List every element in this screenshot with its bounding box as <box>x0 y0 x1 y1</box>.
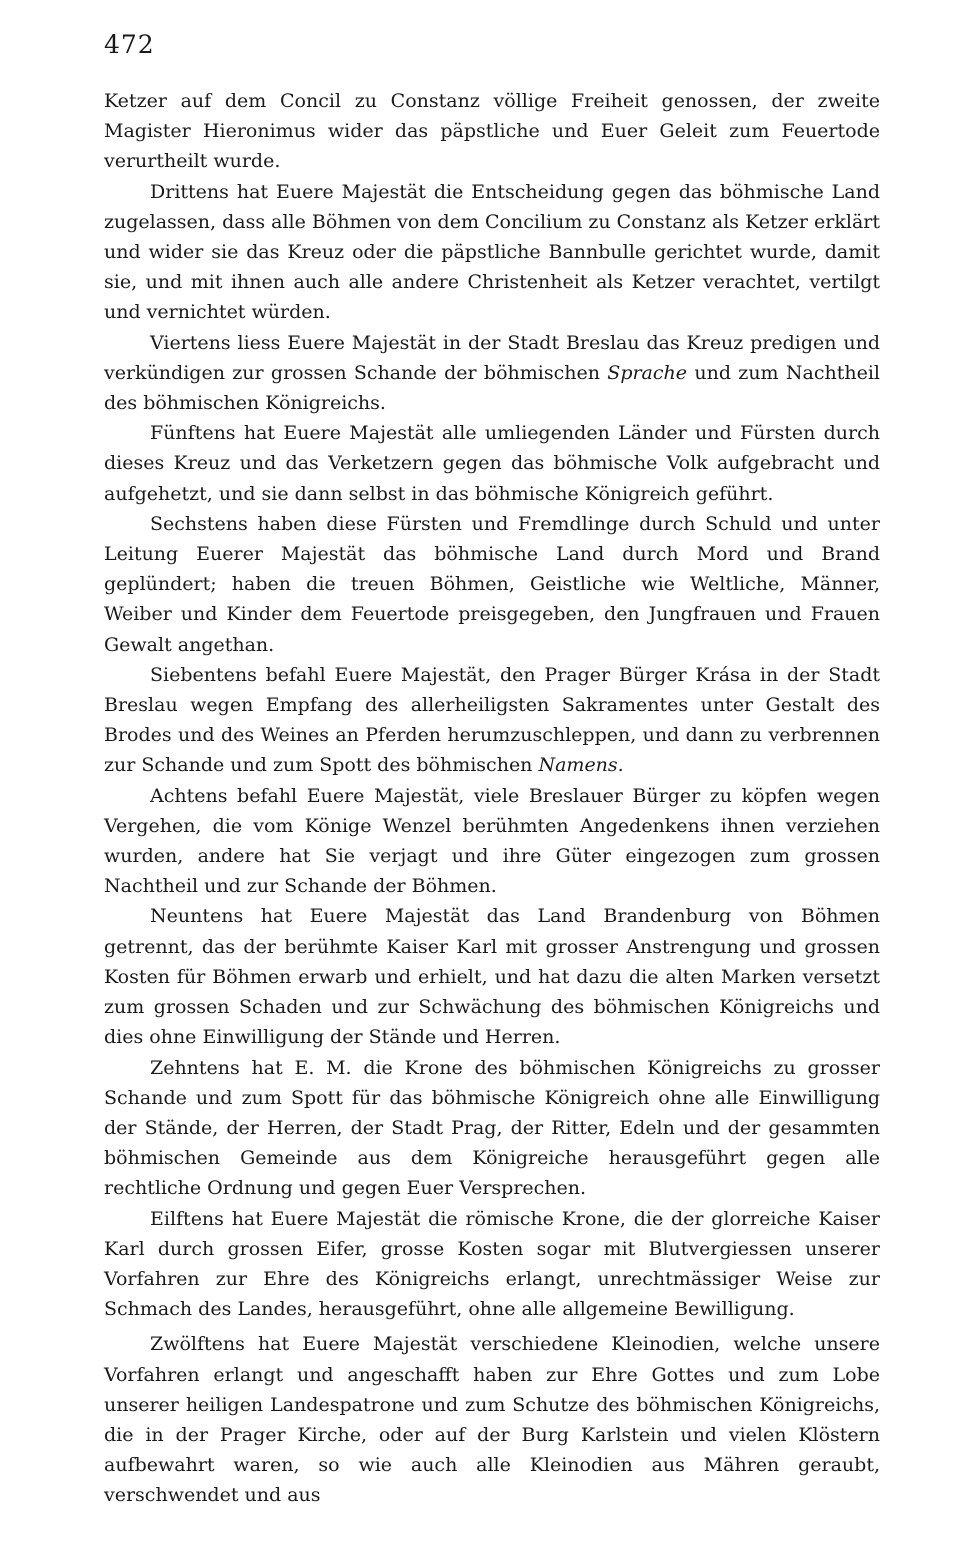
paragraph-siebentens <box>104 660 880 781</box>
emphasized-word: Namens. <box>538 754 624 777</box>
paragraph-viertens <box>104 328 880 419</box>
emphasized-word: Sprache <box>607 361 688 384</box>
paragraph-drittens: Drittens hat Euere Majestät die Entscheidung gegen das böhmische Land zugelassen, dass alle Böhmen von dem Concilium zu Constanz als Ketzer erklärt und wider sie das Kreuz oder die päpstliche Bannbulle gerichtet wurde, damit sie, und mit ihnen auch alle andere Christenheit als Ketzer verachtet, vertilgt und vernichtet würden. <box>104 180 880 324</box>
paragraph-achtens: Achtens befahl Euere Majestät, viele Breslauer Bürger zu köpfen wegen Vergehen, die vom Könige Wenzel berühmten Angedenkens ihnen verziehen wurden, andere hat Sie verjagt und ihre Güter eingezogen zum grossen Nachtheil und zur Schande der Böhmen. <box>104 784 880 898</box>
body-text <box>104 86 880 1511</box>
paragraph-eilftens: Eilftens hat Euere Majestät die römische Krone, die der glorreiche Kaiser Karl durch grossen Eifer, grosse Kosten sogar mit Blutvergiessen unserer Vorfahren zur Ehre des Königreichs erlangt, unrechtmässiger Weise zur Schmach des Landes, herausgeführt, ohne alle allgemeine Bewilligung. <box>104 1207 880 1321</box>
paragraph-text: und zum Nachtheil des böhmischen Königreichs. <box>104 361 880 415</box>
paragraph-zehntens: Zehntens hat E. M. die Krone des böhmischen Königreichs zu grosser Schande und zum Spott für das böhmische Königreich ohne alle Einwilligung der Stände, der Herren, der Stadt Prag, der Ritter, Edeln und der gesammten böhmischen Gemeinde aus dem Königreiche herausgeführt gegen alle rechtliche Ordnung und gegen Euer Versprechen. <box>104 1056 880 1200</box>
paragraph-text: Siebentens befahl Euere Majestät, den Prager Bürger Krása in der Stadt Breslau wegen Empfang des allerheiligsten Sakramentes unter Gestalt des Brodes und des Weines an Pferden herumzuschleppen, und dann zu verbrennen zur Schande und zum Spott des böhmischen <box>104 663 880 777</box>
paragraph-fuenftens: Fünftens hat Euere Majestät alle umliegenden Länder und Fürsten durch dieses Kreuz und das Verketzern gegen das böhmische Volk aufgebracht und aufgehetzt, und sie dann selbst in das böhmische Königreich geführt. <box>104 422 880 505</box>
paragraph-neuntens: Neuntens hat Euere Majestät das Land Brandenburg von Böhmen getrennt, das der berühmte Kaiser Karl mit grosser Anstrengung und grossen Kosten für Böhmen erwarb und erhielt, und hat dazu die alten Marken versetzt zum grossen Schaden und zur Schwächung des böhmischen Königreichs und dies ohne Einwilligung der Stände und Herren. <box>104 905 880 1049</box>
page-number: 472 <box>104 30 155 59</box>
paragraph-zwoelftens: Zwölftens hat Euere Majestät verschiedene Kleinodien, welche unsere Vorfahren erlangt und angeschafft haben zur Ehre Gottes und zum Lobe unserer heiligen Landespatrone und zum Schutze des böhmischen Königreichs, die in der Prager Kirche, oder auf der Burg Karlstein und vielen Klöstern aufbewahrt waren, so wie auch alle Kleinodien aus Mähren geraubt, verschwendet und aus <box>104 1333 880 1507</box>
paragraph-continuation: Ketzer auf dem Concil zu Constanz völlige Freiheit genossen, der zweite Magister Hieronimus wider das päpstliche und Euer Geleit zum Feuertode verurtheilt wurde. <box>104 90 880 173</box>
paragraph-sechstens: Sechstens haben diese Fürsten und Fremdlinge durch Schuld und unter Leitung Euerer Majestät das böhmische Land durch Mord und Brand geplündert; haben die treuen Böhmen, Geistliche wie Weltliche, Männer, Weiber und Kinder dem Feuertode preisgegeben, den Jungfrauen und Frauen Gewalt angethan. <box>104 512 880 656</box>
paragraph-text: Viertens liess Euere Majestät in der Stadt Breslau das Kreuz predigen und verkündigen zur grossen Schande der böhmischen <box>104 331 880 384</box>
